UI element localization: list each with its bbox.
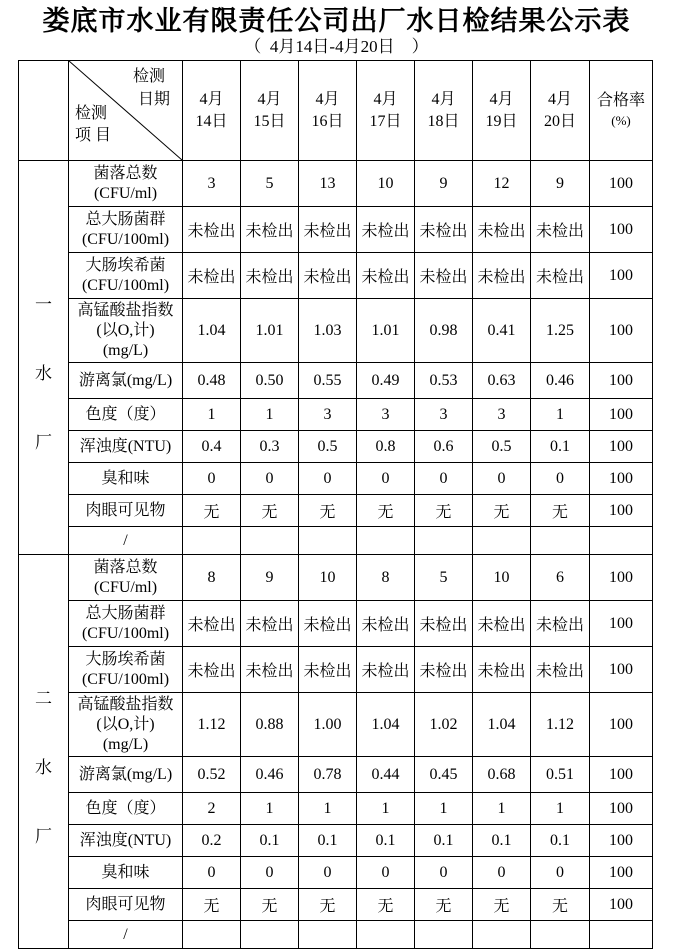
value-cell: 无 [473, 495, 531, 527]
value-cell [473, 921, 531, 949]
row-item-label [69, 555, 183, 601]
value-cell: 2 [183, 793, 241, 825]
pass-rate-cell: 100 [590, 857, 653, 889]
date-column-header [415, 61, 473, 161]
table-row [19, 207, 653, 253]
value-cell: 0.1 [241, 825, 299, 857]
value-cell: 0 [183, 463, 241, 495]
factory-char: 二 [35, 689, 52, 708]
value-cell [357, 527, 415, 555]
pass-rate-cell: 100 [590, 757, 653, 793]
row-item-label-line: 菌落总数 [93, 164, 158, 182]
date-line: 20日 [543, 112, 576, 130]
value-cell [415, 527, 473, 555]
value-cell: 0 [183, 857, 241, 889]
value-cell: 1.04 [183, 299, 241, 363]
value-cell: 10 [299, 555, 357, 601]
value-cell: 0.2 [183, 825, 241, 857]
row-item-label-line: (CFU/100ml) [81, 670, 170, 688]
table-row [19, 253, 653, 299]
row-item-label [69, 889, 183, 921]
row-item-label-line: 菌落总数 [93, 558, 158, 576]
value-cell: 未检出 [531, 253, 590, 299]
value-cell: 0 [415, 857, 473, 889]
value-cell [473, 527, 531, 555]
row-item-label [69, 693, 183, 757]
row-item-label [69, 399, 183, 431]
row-item-label-line: (mg/L) [102, 341, 149, 359]
value-cell: 无 [531, 889, 590, 921]
row-item-label-line: 臭和味 [101, 863, 150, 881]
table-row [19, 857, 653, 889]
date-column-header [183, 61, 241, 161]
row-item-label-line: / [123, 925, 128, 943]
value-cell: 0.51 [531, 757, 590, 793]
value-cell: 3 [473, 399, 531, 431]
pass-rate-cell: 100 [590, 825, 653, 857]
value-cell: 未检出 [299, 601, 357, 647]
value-cell: 0 [299, 463, 357, 495]
row-item-label [69, 431, 183, 463]
row-item-label-line: 大肠埃希菌 [85, 650, 166, 668]
row-item-label-line: 肉眼可见物 [85, 501, 166, 519]
date-column-header [299, 61, 357, 161]
row-item-label-line: 大肠埃希菌 [85, 256, 166, 274]
value-cell: 0 [357, 857, 415, 889]
value-cell: 0.48 [183, 363, 241, 399]
factory-char: 厂 [35, 433, 52, 452]
value-cell: 13 [299, 161, 357, 207]
header-date-axis-line: 检测 [132, 68, 165, 85]
table-row [19, 693, 653, 757]
value-cell: 0.1 [415, 825, 473, 857]
date-line: 15日 [253, 112, 286, 130]
date-line: 16日 [311, 112, 344, 130]
percent-sign: (%) [611, 112, 631, 128]
value-cell: 0.63 [473, 363, 531, 399]
pass-rate-cell: 100 [590, 693, 653, 757]
value-cell: 1.04 [473, 693, 531, 757]
value-cell: 0 [531, 857, 590, 889]
value-cell: 3 [415, 399, 473, 431]
row-item-label [69, 601, 183, 647]
row-item-label [69, 825, 183, 857]
pass-rate-cell: 100 [590, 253, 653, 299]
row-item-label [69, 463, 183, 495]
pass-rate-cell: 100 [590, 555, 653, 601]
header-date-axis-label [128, 65, 170, 111]
value-cell: 0 [299, 857, 357, 889]
factory-char: 厂 [35, 827, 52, 846]
value-cell: 未检出 [531, 601, 590, 647]
date-column-header [473, 61, 531, 161]
date-column-header [531, 61, 590, 161]
value-cell: 0 [357, 463, 415, 495]
date-column-header [241, 61, 299, 161]
value-cell: 12 [473, 161, 531, 207]
value-cell: 未检出 [241, 207, 299, 253]
value-cell: 1.00 [299, 693, 357, 757]
row-item-label-line: 肉眼可见物 [85, 895, 166, 913]
value-cell: 1 [241, 793, 299, 825]
row-item-label [69, 647, 183, 693]
row-item-label-line: 臭和味 [101, 469, 150, 487]
value-cell: 无 [415, 495, 473, 527]
value-cell: 9 [415, 161, 473, 207]
value-cell: 未检出 [299, 647, 357, 693]
value-cell: 0.1 [531, 431, 590, 463]
table-row [19, 527, 653, 555]
value-cell: 9 [241, 555, 299, 601]
row-item-label-line: 高锰酸盐指数 [77, 301, 174, 319]
value-cell: 6 [531, 555, 590, 601]
row-item-label-line: 色度（度） [85, 799, 166, 817]
value-cell: 1 [531, 399, 590, 431]
value-cell: 1 [473, 793, 531, 825]
value-cell: 未检出 [241, 253, 299, 299]
row-item-label [69, 495, 183, 527]
pass-rate-cell: 100 [590, 399, 653, 431]
factory-label-2 [19, 555, 69, 949]
row-item-label [69, 757, 183, 793]
table-row [19, 363, 653, 399]
value-cell: 0.53 [415, 363, 473, 399]
table-row [19, 431, 653, 463]
value-cell: 1.03 [299, 299, 357, 363]
value-cell: 0 [531, 463, 590, 495]
value-cell [299, 921, 357, 949]
row-item-label-line: (mg/L) [102, 735, 149, 753]
value-cell: 0.50 [241, 363, 299, 399]
pass-rate-cell [590, 527, 653, 555]
pass-rate-cell: 100 [590, 793, 653, 825]
date-line: 4月 [315, 90, 340, 108]
value-cell: 5 [415, 555, 473, 601]
value-cell: 0.68 [473, 757, 531, 793]
pass-rate-cell: 100 [590, 495, 653, 527]
value-cell: 0.49 [357, 363, 415, 399]
value-cell: 1 [357, 793, 415, 825]
factory-label-stack [19, 656, 68, 847]
value-cell: 无 [531, 495, 590, 527]
table-row [19, 601, 653, 647]
value-cell [531, 527, 590, 555]
row-item-label [69, 527, 183, 555]
value-cell: 未检出 [415, 253, 473, 299]
value-cell: 0.55 [299, 363, 357, 399]
value-cell [531, 921, 590, 949]
date-line: 19日 [485, 112, 518, 130]
value-cell: 未检出 [183, 601, 241, 647]
row-item-label-line: (CFU/100ml) [81, 624, 170, 642]
factory-char: 水 [35, 364, 52, 383]
row-item-label-line: (CFU/ml) [93, 184, 158, 202]
date-column-header [357, 61, 415, 161]
pass-rate-cell: 100 [590, 647, 653, 693]
date-range-subtitle: （ 4月14日-4月20日 ） [244, 37, 429, 56]
value-cell: 0.8 [357, 431, 415, 463]
value-cell: 未检出 [357, 601, 415, 647]
pass-rate-cell: 100 [590, 601, 653, 647]
value-cell: 无 [415, 889, 473, 921]
row-item-label [69, 363, 183, 399]
value-cell: 无 [357, 495, 415, 527]
value-cell: 0.41 [473, 299, 531, 363]
value-cell: 未检出 [357, 647, 415, 693]
value-cell: 未检出 [241, 601, 299, 647]
date-line: 4月 [547, 90, 572, 108]
table-row [19, 161, 653, 207]
value-cell: 未检出 [299, 207, 357, 253]
value-cell: 3 [357, 399, 415, 431]
value-cell: 1.01 [357, 299, 415, 363]
row-item-label-line: 总大肠菌群 [85, 210, 166, 228]
factory-char: 水 [35, 758, 52, 777]
value-cell: 1.12 [531, 693, 590, 757]
pass-rate-column-header [590, 61, 653, 161]
value-cell: 0 [473, 463, 531, 495]
header-item-axis-line: 项 目 [75, 127, 112, 144]
header-item-axis-line: 检测 [75, 105, 108, 122]
date-line: 4月 [257, 90, 282, 108]
value-cell [183, 527, 241, 555]
value-cell: 1 [531, 793, 590, 825]
value-cell: 未检出 [473, 253, 531, 299]
value-cell: 3 [183, 161, 241, 207]
value-cell: 1 [415, 793, 473, 825]
pass-rate-cell: 100 [590, 431, 653, 463]
value-cell [415, 921, 473, 949]
row-item-label [69, 253, 183, 299]
value-cell: 无 [183, 495, 241, 527]
factory-label-stack [19, 262, 68, 453]
value-cell: 0.1 [531, 825, 590, 857]
table-row [19, 647, 653, 693]
factory-char: 一 [35, 295, 52, 314]
value-cell: 0.52 [183, 757, 241, 793]
value-cell: 0.3 [241, 431, 299, 463]
value-cell: 未检出 [299, 253, 357, 299]
table-row [19, 463, 653, 495]
value-cell: 无 [357, 889, 415, 921]
value-cell: 1.01 [241, 299, 299, 363]
row-item-label-line: 高锰酸盐指数 [77, 695, 174, 713]
row-item-label-line: 浑浊度(NTU) [79, 437, 172, 455]
value-cell: 未检出 [241, 647, 299, 693]
table-row [19, 495, 653, 527]
row-item-label-line: (以O,计) [96, 321, 155, 339]
value-cell: 0.46 [531, 363, 590, 399]
value-cell: 3 [299, 399, 357, 431]
date-line: 18日 [427, 112, 460, 130]
pass-rate-cell: 100 [590, 207, 653, 253]
value-cell: 无 [473, 889, 531, 921]
row-item-label [69, 299, 183, 363]
value-cell: 未检出 [473, 601, 531, 647]
pass-rate-cell: 100 [590, 363, 653, 399]
value-cell: 0.98 [415, 299, 473, 363]
pass-rate-cell: 100 [590, 299, 653, 363]
table-row [19, 889, 653, 921]
value-cell: 0.88 [241, 693, 299, 757]
date-line: 17日 [369, 112, 402, 130]
value-cell: 0.78 [299, 757, 357, 793]
row-item-label-line: 游离氯(mg/L) [78, 371, 173, 389]
rate-header-line: 合格率 [596, 91, 645, 109]
value-cell: 1.12 [183, 693, 241, 757]
value-cell: 未检出 [357, 253, 415, 299]
value-cell: 未检出 [473, 647, 531, 693]
value-cell: 0.6 [415, 431, 473, 463]
row-item-label [69, 161, 183, 207]
value-cell: 0.5 [473, 431, 531, 463]
row-item-label-line: 浑浊度(NTU) [79, 831, 172, 849]
pass-rate-cell: 100 [590, 161, 653, 207]
value-cell: 无 [241, 495, 299, 527]
table-row [19, 757, 653, 793]
value-cell: 0.46 [241, 757, 299, 793]
date-line: 14日 [195, 112, 228, 130]
row-item-label-line: (以O,计) [96, 715, 155, 733]
factory-label-1 [19, 161, 69, 555]
value-cell: 1.04 [357, 693, 415, 757]
row-item-label [69, 207, 183, 253]
value-cell: 1.25 [531, 299, 590, 363]
value-cell: 10 [473, 555, 531, 601]
value-cell: 10 [357, 161, 415, 207]
value-cell: 未检出 [415, 647, 473, 693]
header-item-axis-label [75, 103, 111, 147]
value-cell: 无 [183, 889, 241, 921]
corner-blank-cell [19, 61, 69, 161]
table-row [19, 825, 653, 857]
table-row [19, 299, 653, 363]
value-cell: 未检出 [183, 253, 241, 299]
table-row [19, 555, 653, 601]
date-line: 4月 [373, 90, 398, 108]
value-cell [241, 527, 299, 555]
value-cell: 未检出 [531, 207, 590, 253]
value-cell: 1 [241, 399, 299, 431]
row-item-label [69, 857, 183, 889]
page-title: 娄底市水业有限责任公司出厂水日检结果公示表 [42, 6, 631, 36]
value-cell: 0.1 [357, 825, 415, 857]
water-quality-table [18, 60, 653, 949]
table-row [19, 793, 653, 825]
diagonal-header-cell [69, 61, 183, 161]
value-cell: 0.4 [183, 431, 241, 463]
header-date-axis-line: 日期 [137, 91, 170, 108]
value-cell: 0.44 [357, 757, 415, 793]
value-cell: 无 [299, 889, 357, 921]
value-cell: 无 [241, 889, 299, 921]
value-cell: 0 [415, 463, 473, 495]
value-cell: 0.1 [299, 825, 357, 857]
value-cell: 未检出 [357, 207, 415, 253]
pass-rate-cell: 100 [590, 889, 653, 921]
value-cell [241, 921, 299, 949]
pass-rate-cell [590, 921, 653, 949]
value-cell [183, 921, 241, 949]
date-line: 4月 [489, 90, 514, 108]
value-cell: 未检出 [473, 207, 531, 253]
row-item-label-line: 总大肠菌群 [85, 604, 166, 622]
table-row [19, 921, 653, 949]
value-cell: 未检出 [415, 207, 473, 253]
value-cell: 9 [531, 161, 590, 207]
row-item-label [69, 793, 183, 825]
value-cell: 0.45 [415, 757, 473, 793]
value-cell [299, 527, 357, 555]
value-cell: 未检出 [183, 647, 241, 693]
table-row [19, 399, 653, 431]
value-cell: 未检出 [415, 601, 473, 647]
value-cell: 8 [183, 555, 241, 601]
value-cell: 5 [241, 161, 299, 207]
pass-rate-cell: 100 [590, 463, 653, 495]
row-item-label-line: (CFU/100ml) [81, 276, 170, 294]
value-cell [357, 921, 415, 949]
row-item-label-line: / [123, 531, 128, 549]
value-cell: 0 [241, 857, 299, 889]
value-cell: 1 [183, 399, 241, 431]
date-line: 4月 [199, 90, 224, 108]
table-header-row [19, 61, 653, 161]
value-cell: 未检出 [183, 207, 241, 253]
value-cell: 1.02 [415, 693, 473, 757]
value-cell: 无 [299, 495, 357, 527]
value-cell: 8 [357, 555, 415, 601]
value-cell: 未检出 [531, 647, 590, 693]
row-item-label [69, 921, 183, 949]
value-cell: 0 [473, 857, 531, 889]
value-cell: 1 [299, 793, 357, 825]
row-item-label-line: 游离氯(mg/L) [78, 765, 173, 783]
row-item-label-line: (CFU/100ml) [81, 230, 170, 248]
row-item-label-line: 色度（度） [85, 405, 166, 423]
date-line: 4月 [431, 90, 456, 108]
value-cell: 0.5 [299, 431, 357, 463]
row-item-label-line: (CFU/ml) [93, 578, 158, 596]
value-cell: 0.1 [473, 825, 531, 857]
value-cell: 0 [241, 463, 299, 495]
